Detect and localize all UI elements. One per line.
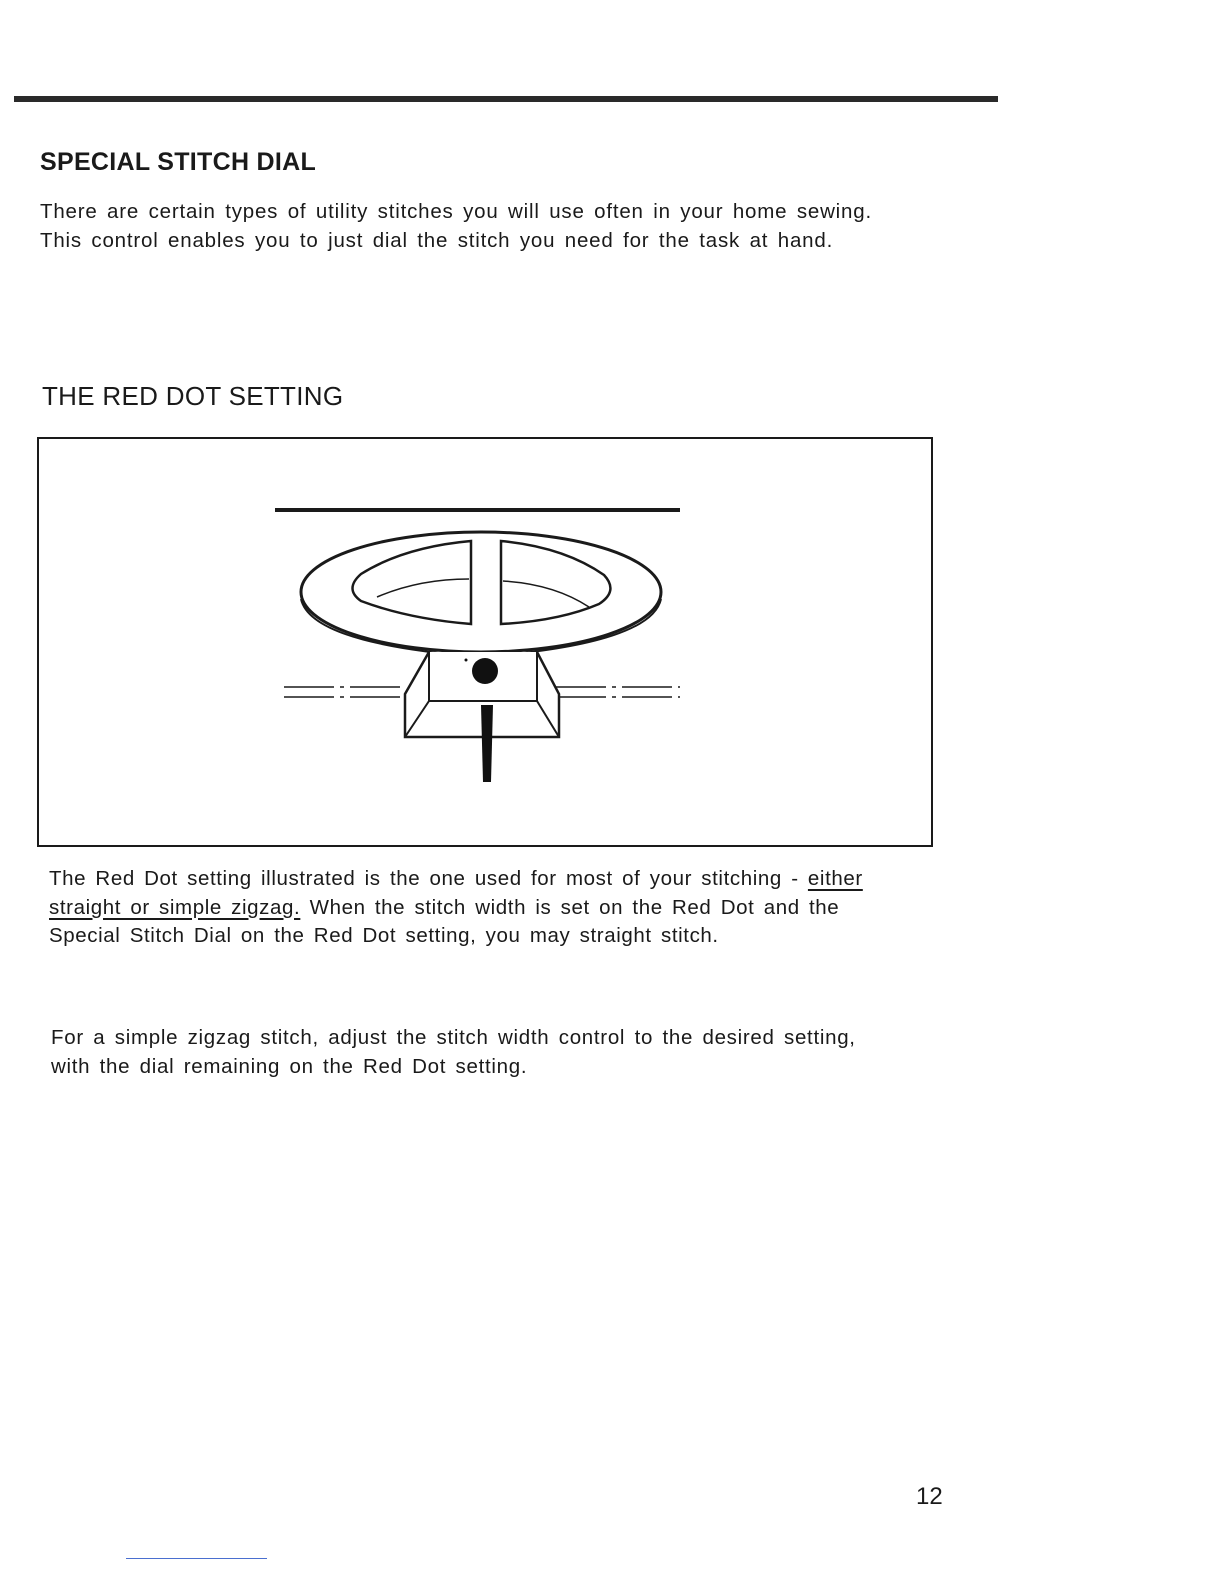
caption-underlined-text: either straight or simple zigzag. <box>49 867 863 919</box>
bottom-rule <box>126 1558 267 1559</box>
caption-text-start: The Red Dot setting illustrated is the one used for most of your stitching - <box>49 867 808 890</box>
red-dot <box>472 658 498 684</box>
red-dot-tick <box>465 659 468 662</box>
red-dot-heading: THE RED DOT SETTING <box>42 381 344 411</box>
dial-drawing <box>39 439 931 845</box>
zigzag-paragraph: For a simple zigzag stitch, adjust the stitch width control to the desired setting, with the dial remaining on the Red Dot setting. <box>51 1026 856 1078</box>
red-dot-caption <box>49 865 889 951</box>
page-number: 12 <box>916 1483 943 1510</box>
dial-pointer <box>481 705 493 782</box>
intro-paragraph: There are certain types of utility stitches you will use often in your home sewing. This control enables you to just dial the stitch you need for the task at hand. <box>40 200 872 252</box>
top-rule <box>14 96 998 102</box>
section-title: SPECIAL STITCH DIAL <box>40 148 317 176</box>
dial-illustration <box>37 437 933 847</box>
caption-text-end: When the stitch width is set on the Red Dot and the Special Stitch Dial on the Red Dot setting, you may straight stitch. <box>49 895 840 947</box>
